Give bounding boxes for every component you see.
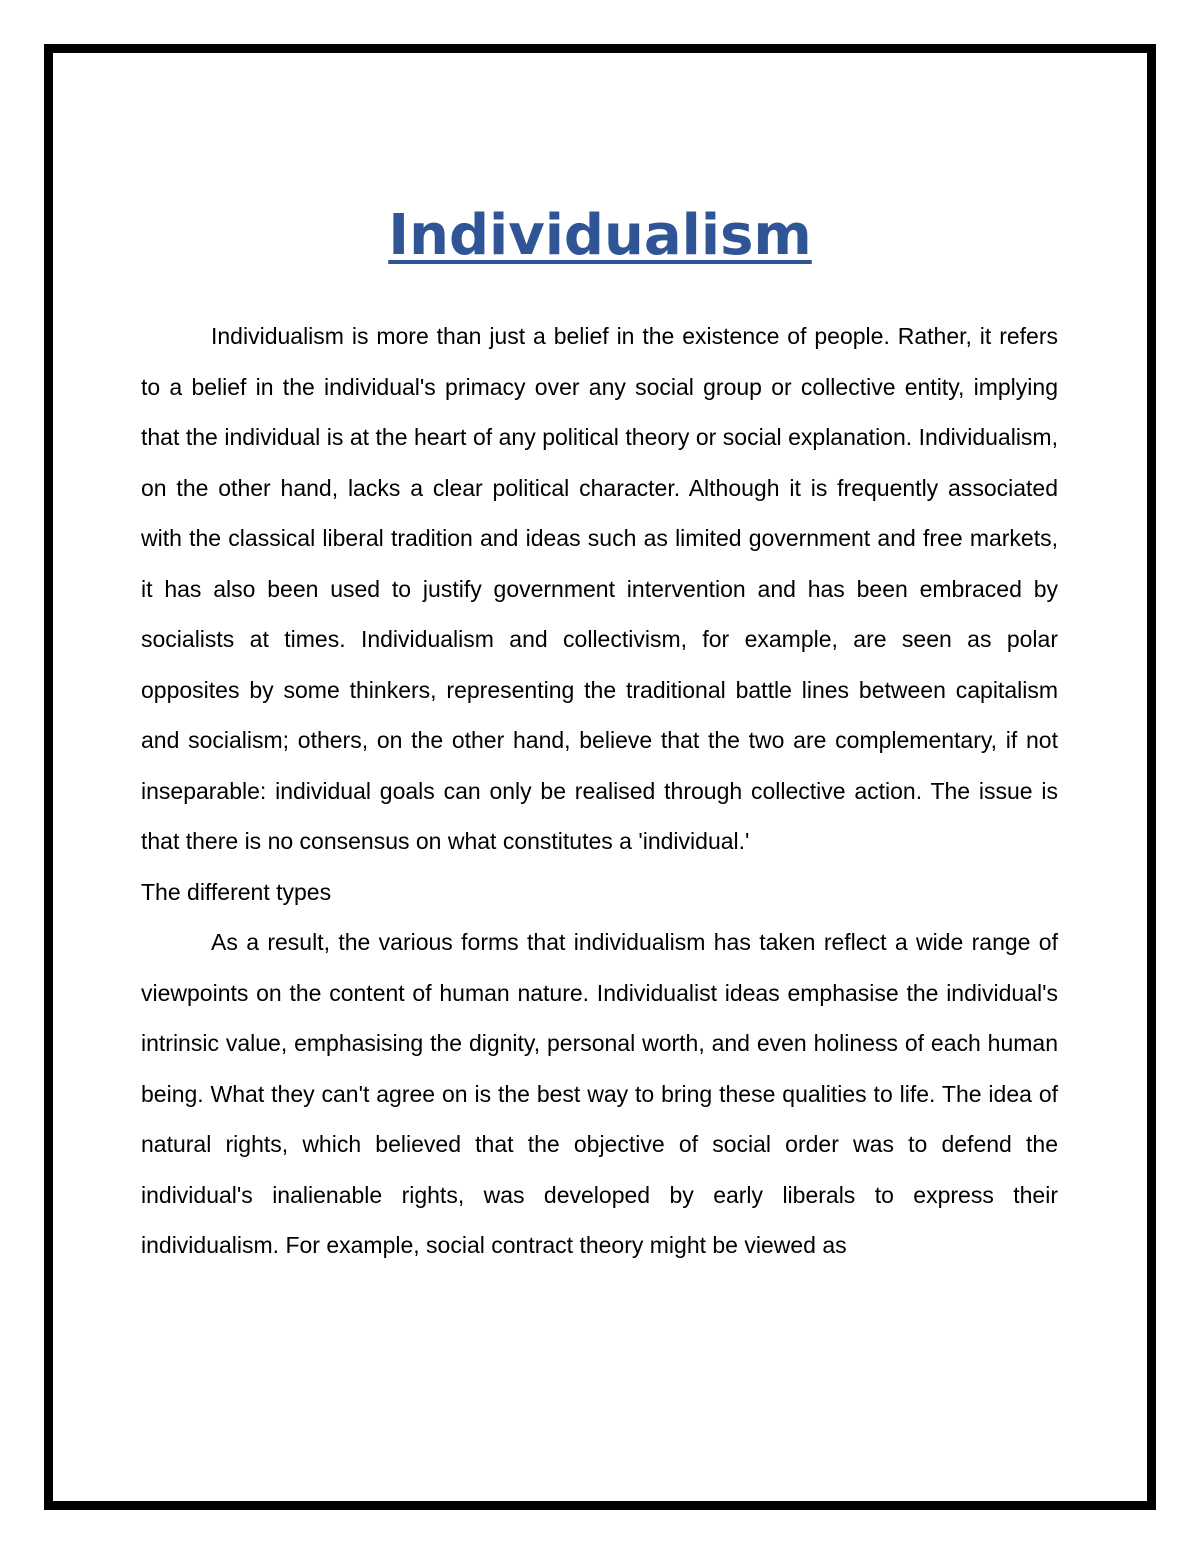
paragraph-intro: Individualism is more than just a belief in the existence of people. Rather, it refers to a belief in the individual's primacy over any social group or collective entity, implying that the individual is at the heart of any political theory or social explanation. Individualism, on the other hand, lacks a clear political character. Although it is frequently associated with the classical liberal tradition and ideas such as limited government and free markets, it has also been used to justify government intervention and has been embraced by socialists at times. Individualism and collectivism, for example, are seen as polar opposites by some thinkers, representing the traditional battle lines between capitalism and socialism; others, on the other hand, believe that the two are complementary, if not inseparable: individual goals can only be realised through collective action. The issue is that there is no consensus on what constitutes a 'individual.' [141, 323, 1058, 854]
document-title-text: Individualism [388, 203, 812, 268]
paragraph-forms: As a result, the various forms that individualism has taken reflect a wide range of viewpoints on the content of human nature. Individualist ideas emphasise the individual's intrinsic value, emphasising the dignity, personal worth, and even holiness of each human being. What they can't agree on is the best way to bring these qualities to life. The idea of natural rights, which believed that the objective of social order was to defend the individual's inalienable rights, was developed by early liberals to express their individualism. For example, social contract theory might be viewed as [141, 929, 1058, 1258]
document-title [0, 196, 1200, 276]
paragraph-types-heading: The different types [141, 878, 332, 905]
document-body [141, 311, 1058, 1271]
